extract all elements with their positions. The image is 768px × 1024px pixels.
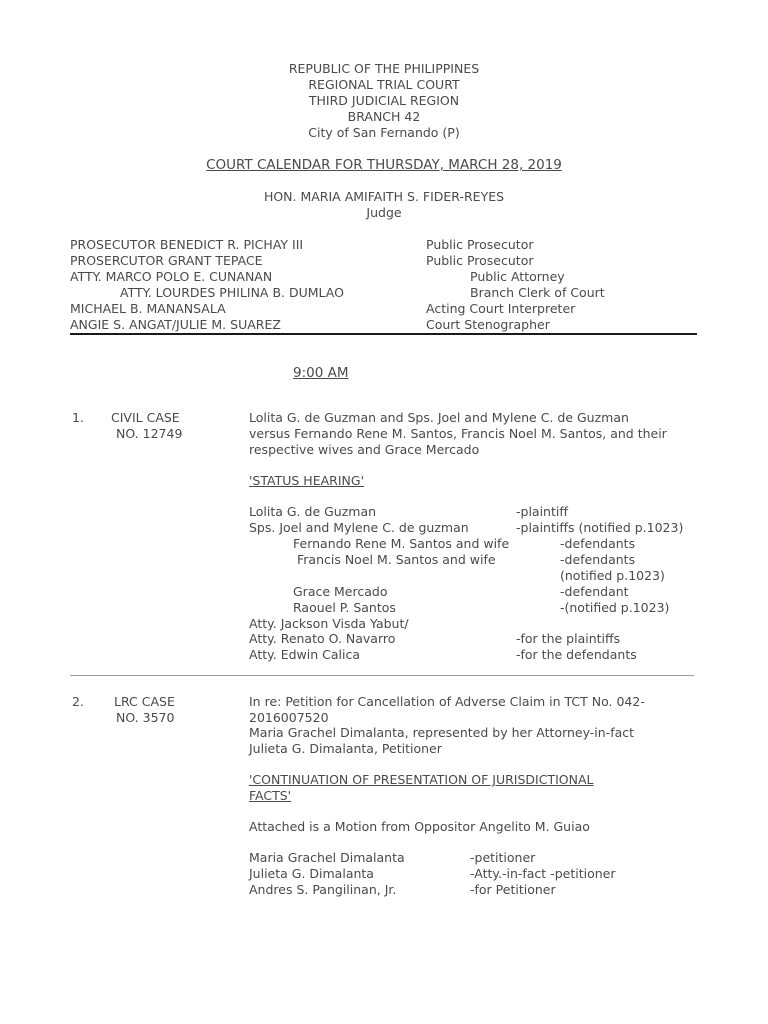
hearing-label: 'CONTINUATION OF PRESENTATION OF JURISDICTIONAL — [249, 772, 594, 787]
case-title-line: Julieta G. Dimalanta, Petitioner — [249, 741, 442, 756]
case-number: 2. — [72, 694, 84, 709]
header-region: THIRD JUDICIAL REGION — [308, 93, 460, 108]
case-note: Attached is a Motion from Oppositor Angelito M. Guiao — [249, 819, 590, 834]
personnel-role: Public Prosecutor — [426, 237, 534, 252]
party-role: -for Petitioner — [470, 882, 556, 897]
header-court: REGIONAL TRIAL COURT — [308, 77, 460, 92]
party-role: -for the plaintiffs — [516, 631, 621, 646]
party-name: Andres S. Pangilinan, Jr. — [249, 882, 397, 897]
case-title-line: respective wives and Grace Mercado — [249, 442, 480, 457]
party-role: -defendants — [560, 536, 636, 551]
party-role: -defendant — [560, 584, 629, 599]
hearing-label: 'STATUS HEARING' — [249, 473, 365, 488]
party-name: Atty. Edwin Calica — [249, 647, 360, 662]
case-type: CIVIL CASE — [111, 410, 180, 425]
case-title-line: Maria Grachel Dimalanta, represented by her Attorney-in-fact — [249, 725, 635, 740]
case-title-line: 2016007520 — [249, 710, 329, 725]
party-name: Fernando Rene M. Santos and wife — [293, 536, 510, 551]
case-number: 1. — [72, 410, 84, 425]
party-name: Lolita G. de Guzman — [249, 504, 377, 519]
case-title-line: versus Fernando Rene M. Santos, Francis Noel M. Santos, and their — [249, 426, 667, 441]
personnel-name: ATTY. LOURDES PHILINA B. DUMLAO — [120, 285, 344, 300]
party-role: -defendants — [560, 552, 636, 567]
header-city: City of San Fernando (P) — [308, 125, 460, 140]
header-republic: REPUBLIC OF THE PHILIPPINES — [288, 61, 480, 76]
personnel-name: PROSECUTOR BENEDICT R. PICHAY III — [70, 237, 304, 252]
judge-title: Judge — [366, 205, 402, 220]
judge-name: HON. MARIA AMIFAITH S. FIDER-REYES — [263, 189, 505, 204]
hearing-label: FACTS' — [249, 788, 292, 803]
case-divider — [70, 675, 694, 676]
time-slot — [249, 365, 349, 381]
personnel-name: ATTY. MARCO POLO E. CUNANAN — [70, 269, 273, 284]
personnel-name: ANGIE S. ANGAT/JULIE M. SUAREZ — [70, 317, 281, 332]
party-name: Atty. Jackson Visda Yabut/ — [249, 616, 409, 631]
personnel-name: MICHAEL B. MANANSALA — [70, 301, 226, 316]
case-type: LRC CASE — [114, 694, 175, 709]
party-role: -plaintiffs (notified p.1023) — [516, 520, 684, 535]
time-slot-label: 9:00 AM — [293, 365, 349, 381]
personnel-role: Acting Court Interpreter — [426, 301, 576, 316]
personnel-role: Court Stenographer — [426, 317, 550, 332]
case-no: NO. 12749 — [116, 426, 183, 441]
party-name: Francis Noel M. Santos and wife — [297, 552, 496, 567]
case-title-line: Lolita G. de Guzman and Sps. Joel and Mylene C. de Guzman — [249, 410, 629, 425]
calendar-title: COURT CALENDAR FOR THURSDAY, MARCH 28, 2019 — [206, 157, 562, 173]
party-role: -for the defendants — [516, 647, 637, 662]
party-name: Julieta G. Dimalanta — [249, 866, 374, 881]
header-branch: BRANCH 42 — [347, 109, 421, 124]
case-no: NO. 3570 — [116, 710, 175, 725]
personnel-role: Branch Clerk of Court — [470, 285, 605, 300]
party-role: -(notified p.1023) — [560, 600, 670, 615]
party-name: Sps. Joel and Mylene C. de guzman — [249, 520, 469, 535]
party-role: (notified p.1023) — [560, 568, 665, 583]
party-name: Maria Grachel Dimalanta — [249, 850, 405, 865]
header-divider — [70, 333, 697, 335]
party-role: -plaintiff — [516, 504, 568, 519]
party-role: -Atty.-in-fact -petitioner — [470, 866, 616, 881]
personnel-role: Public Attorney — [470, 269, 565, 284]
party-name: Grace Mercado — [293, 584, 388, 599]
case-title-line: In re: Petition for Cancellation of Adverse Claim in TCT No. 042- — [249, 694, 645, 709]
personnel-name: PROSERCUTOR GRANT TEPACE — [70, 253, 263, 268]
party-name: Atty. Renato O. Navarro — [249, 631, 396, 646]
party-role: -petitioner — [470, 850, 536, 865]
party-name: Raouel P. Santos — [293, 600, 396, 615]
personnel-role: Public Prosecutor — [426, 253, 534, 268]
